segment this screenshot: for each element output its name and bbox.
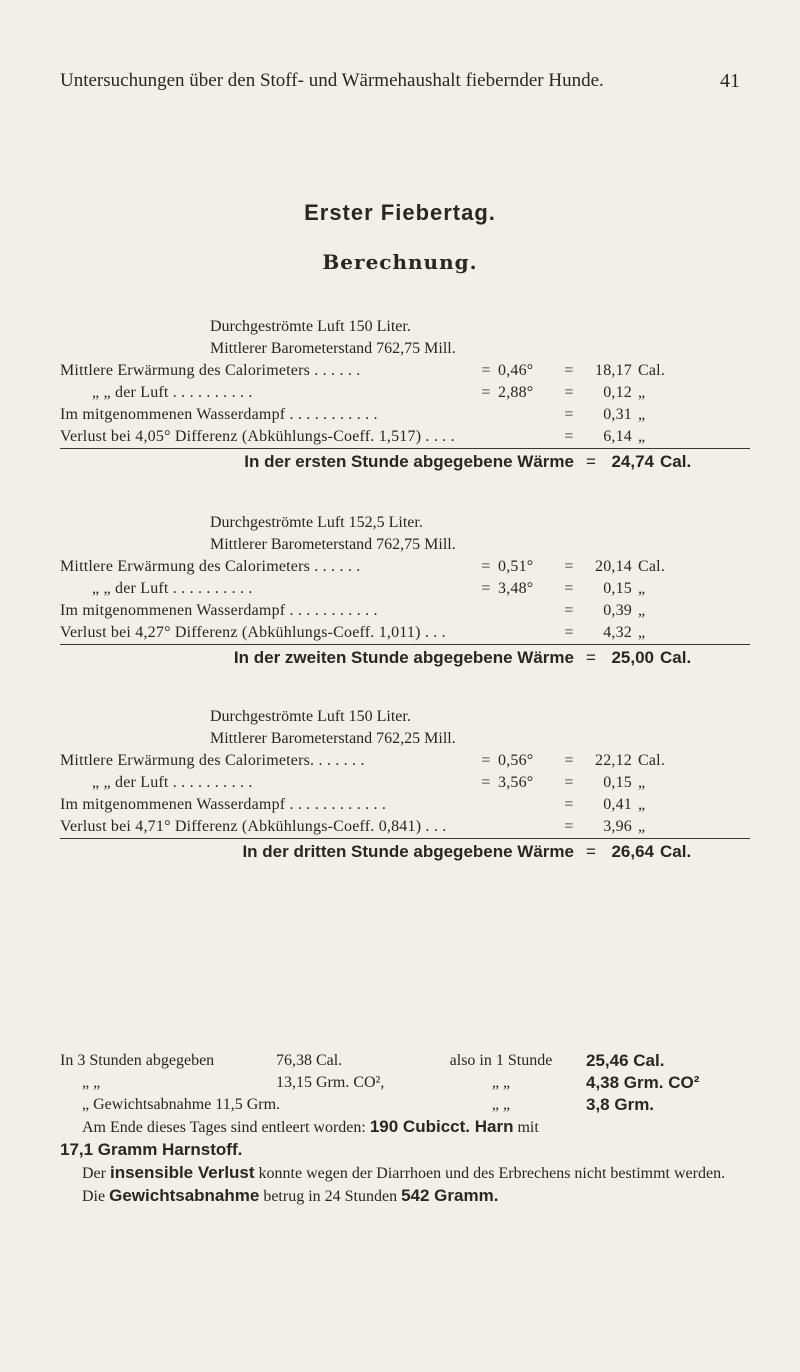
hour-3-calculation [60,706,750,865]
section-subtitle: Berechnung. [322,250,478,274]
barometer: Mittlerer Barometerstand 762,25 Mill. [210,730,456,747]
summary-row: „ „ 13,15 Grm. CO², „ „ 4,38 Grm. CO² [82,1073,700,1092]
running-title: Untersuchungen über den Stoff- und Wärmehaushalt fiebernder Hunde. [60,70,604,91]
urea-line: 17,1 Gramm Harnstoff. [60,1140,243,1159]
weight-loss-paragraph: Die Gewichtsabnahme betrug in 24 Stunden 542 Gramm. [82,1186,499,1205]
calc-row: Im mitgenommenen Wasserdampf . . . . . . . . . . . = 0,31 „ [60,406,646,423]
running-header [60,70,740,93]
page-number: 41 [720,70,740,92]
hour-2-calculation [60,512,750,671]
calc-row: Im mitgenommenen Wasserdampf . . . . . . . . . . . = 0,39 „ [60,602,646,619]
daily-summary [60,1050,750,1208]
air-volume: Durchgeströmte Luft 150 Liter. [210,318,411,335]
calc-row: Mittlere Erwärmung des Calorimeters. . . . . . . = 0,56° = 22,12 Cal. [60,752,666,769]
hour-1-calculation [60,316,750,475]
hour-total: In der ersten Stunde abgegebene Wärme = 24,74 Cal. [244,452,692,471]
summary-row: „ Gewichtsabnahme 11,5 Grm. „ „ 3,8 Grm. [82,1095,655,1114]
section-title: Erster Fiebertag. [304,200,496,225]
barometer: Mittlerer Barometerstand 762,75 Mill. [210,340,456,357]
calc-row: Verlust bei 4,27° Differenz (Abkühlungs-Coeff. 1,011) . . . = 4,32 „ [60,622,750,645]
calc-row: „ „ der Luft . . . . . . . . . . = 3,56° = 0,15 „ [92,774,646,791]
air-volume: Durchgeströmte Luft 150 Liter. [210,708,411,725]
hour-total: In der dritten Stunde abgegebene Wärme = 26,64 Cal. [242,842,692,861]
insensible-loss-paragraph: Der insensible Verlust konnte wegen der Diarrhoen und des Erbrechens nicht bestimmt werden. [82,1163,726,1182]
summary-row: In 3 Stunden abgegeben 76,38 Cal. also in 1 Stunde 25,46 Cal. [60,1051,665,1070]
calc-row: Mittlere Erwärmung des Calorimeters . . . . . . = 0,51° = 20,14 Cal. [60,558,666,575]
air-volume: Durchgeströmte Luft 152,5 Liter. [210,514,423,531]
calc-row: „ „ der Luft . . . . . . . . . . = 3,48° = 0,15 „ [92,580,646,597]
barometer: Mittlerer Barometerstand 762,75 Mill. [210,536,456,553]
calc-row: Verlust bei 4,05° Differenz (Abkühlungs-Coeff. 1,517) . . . . = 6,14 „ [60,426,750,449]
calc-row: Im mitgenommenen Wasserdampf . . . . . . . . . . . . = 0,41 „ [60,796,646,813]
hour-total: In der zweiten Stunde abgegebene Wärme = 25,00 Cal. [233,648,692,667]
calc-row: Verlust bei 4,71° Differenz (Abkühlungs-Coeff. 0,841) . . . = 3,96 „ [60,816,750,839]
calc-row: Mittlere Erwärmung des Calorimeters . . . . . . = 0,46° = 18,17 Cal. [60,362,666,379]
calc-row: „ „ der Luft . . . . . . . . . . = 2,88° = 0,12 „ [92,384,646,401]
urine-paragraph: Am Ende dieses Tages sind entleert worden: 190 Cubicct. Harn mit [82,1117,539,1136]
